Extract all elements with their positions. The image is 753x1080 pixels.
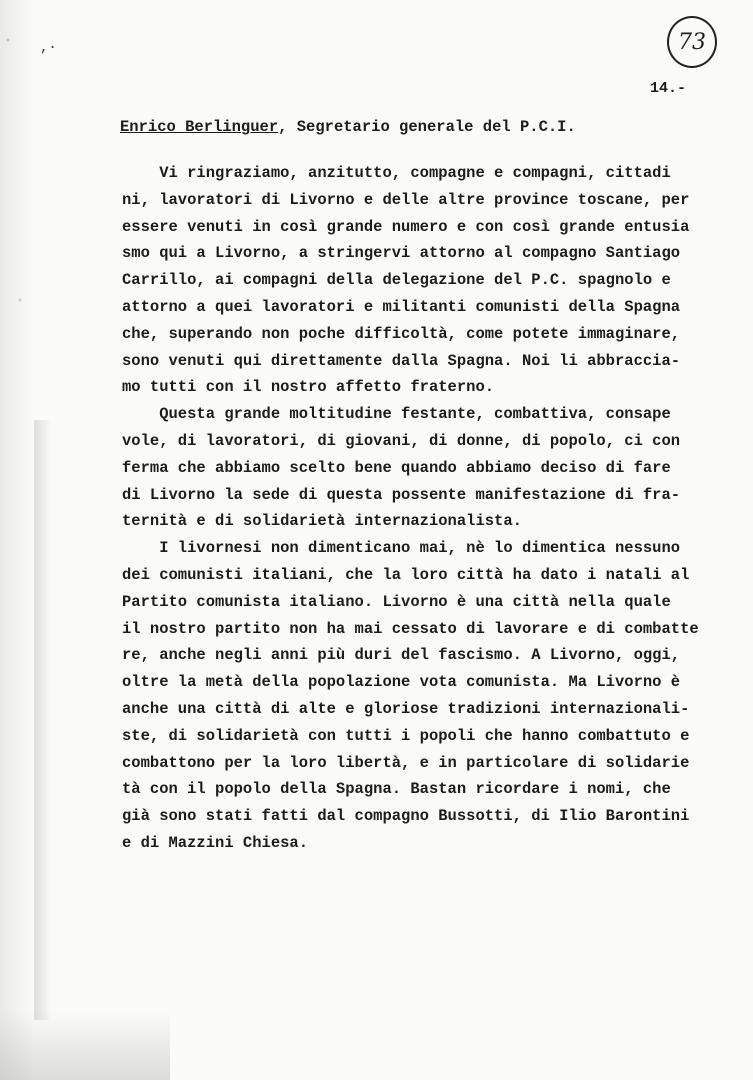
page-number: 14.- [650, 80, 687, 97]
text-line: ternità e di solidarietà internazionalista. [122, 512, 522, 531]
text-line: il nostro partito non ha mai cessato di lavorare e di combatte [122, 619, 699, 638]
text-line: tà con il popolo della Spagna. Bastan ricordare i nomi, che [122, 780, 671, 799]
scan-binding-shadow [34, 420, 52, 1020]
speech-body [122, 160, 722, 857]
text-line: Carrillo, ai compagni della delegazione del P.C. spagnolo e [122, 271, 671, 290]
scan-bottom-noise [0, 1010, 170, 1080]
text-line: combattono per la loro libertà, e in particolare di solidarie [122, 753, 690, 772]
text-line: ste, di solidarietà con tutti i popoli che hanno combattuto e [122, 726, 690, 745]
text-line: ni, lavoratori di Livorno e delle altre province toscane, per [122, 190, 690, 209]
text-line: che, superando non poche difficoltà, come potete immaginare, [122, 324, 681, 343]
text-line: Vi ringraziamo, anzitutto, compagne e compagni, cittadi [122, 164, 671, 182]
text-line: sono venuti qui direttamente dalla Spagna. Noi li abbraccia- [122, 351, 681, 370]
text-line: vole, di lavoratori, di giovani, di donne, di popolo, ci con [122, 431, 681, 450]
text-line: Questa grande moltitudine festante, combattiva, consape [122, 405, 671, 424]
text-line: già sono stati fatti dal compagno Bussotti, di Ilio Barontini [122, 807, 690, 826]
text-line: di Livorno la sede di questa possente manifestazione di fra- [122, 485, 681, 504]
text-line: Partito comunista italiano. Livorno è una città nella quale [122, 592, 671, 611]
text-line: anche una città di alte e gloriose tradizioni internazionali- [122, 699, 690, 718]
text-line: dei comunisti italiani, che la loro città ha dato i natali al [122, 565, 690, 584]
text-line: oltre la metà della popolazione vota comunista. Ma Livorno è [122, 673, 681, 692]
scan-edge-speckle [0, 0, 34, 1080]
archive-page-stamp-number: 73 [678, 29, 706, 55]
text-line: smo qui a Livorno, a stringervi attorno al compagno Santiago [122, 244, 681, 263]
text-line: ferma che abbiamo scelto bene quando abbiamo deciso di fare [122, 458, 671, 477]
speaker-title: , Segretario generale del P.C.I. [278, 118, 576, 136]
scan-mark: ,· [40, 40, 57, 56]
text-line: attorno a quei lavoratori e militanti comunisti della Spagna [122, 297, 681, 316]
text-line: re, anche negli anni più duri del fascismo. A Livorno, oggi, [122, 646, 681, 665]
speaker-heading [120, 118, 720, 136]
archive-page-stamp [667, 16, 717, 68]
text-line: mo tutti con il nostro affetto fraterno. [122, 378, 495, 397]
text-line: I livornesi non dimenticano mai, nè lo dimentica nessuno [122, 539, 681, 558]
speaker-name: Enrico Berlinguer [120, 118, 279, 136]
text-line: e di Mazzini Chiesa. [122, 833, 309, 852]
text-line: essere venuti in così grande numero e con così grande entusia [122, 217, 690, 236]
